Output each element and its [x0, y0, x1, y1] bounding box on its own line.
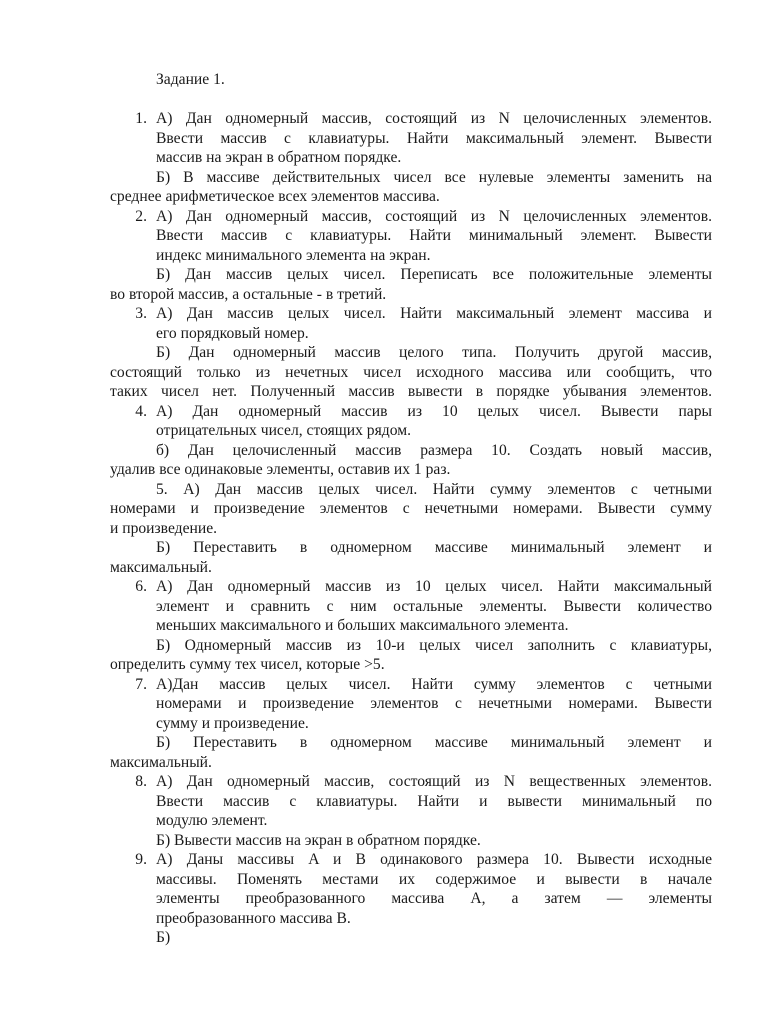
list-item-text: преобразованного массива В. — [156, 909, 351, 927]
text-line — [110, 246, 712, 266]
list-item-text: Б) Переставить в одномерном массиве минимальный элемент и — [156, 734, 712, 751]
list-item-text: Б) Дан массив целых чисел. Переписать все положительные элементы — [156, 266, 712, 283]
list-item-text: элементы преобразованного массива А, а затем — элементы — [156, 890, 712, 907]
text-line — [110, 148, 712, 168]
text-line — [110, 733, 712, 753]
text-line — [110, 577, 712, 597]
list-item-text: Б) Вывести массив на экран в обратном порядке. — [156, 831, 481, 849]
text-line — [110, 870, 712, 890]
text-line — [110, 597, 712, 617]
list-item-text: Б) Дан одномерный массив целого типа. Получить другой массив, — [156, 344, 712, 361]
list-item-text: А) Дан одномерный массив из 10 целых чисел. Вывести пары — [156, 402, 712, 420]
text-line — [110, 265, 712, 285]
list-item-number: 8. — [135, 773, 147, 790]
list-item-text: его порядковый номер. — [156, 324, 309, 342]
list-item-number: 9. — [135, 851, 147, 868]
list-item-text: состоящий только из нечетных чисел исходного массива или сообщить, что — [110, 363, 712, 381]
list-item-text: сумму и произведение. — [156, 714, 309, 732]
list-item-text: А) Дан одномерный массив, состоящий из N целочисленных элементов. — [156, 207, 712, 225]
text-line — [110, 168, 712, 188]
list-item-text: массив на экран в обратном порядке. — [156, 149, 402, 166]
text-line — [110, 285, 712, 305]
list-item-text: А) Даны массивы A и B одинакового размера 10. Вывести исходные — [156, 851, 712, 868]
list-item-text: массивы. Поменять местами их содержимое и вывести в начале — [156, 870, 712, 888]
list-item-text: Ввести массив с клавиатуры. Найти минимальный элемент. Вывести — [156, 227, 712, 244]
list-item-text: меньших максимального и больших максимального элемента. — [156, 617, 569, 634]
list-item-text: максимальный. — [110, 753, 212, 771]
list-item-text: удалив все одинаковые элементы, оставив их 1 раз. — [110, 461, 451, 478]
list-item-text: Б) Одномерный массив из 10-и целых чисел заполнить с клавиатуры, — [156, 636, 712, 654]
list-item-text: номерами и произведение элементов с нечетными номерами. Вывести сумму — [110, 500, 712, 517]
list-item-text: А)Дан массив целых чисел. Найти сумму элементов с четными — [156, 675, 712, 693]
text-line — [110, 850, 712, 870]
list-item-number: 6. — [135, 578, 147, 595]
list-item-text: таких чисел нет. Полученный массив вывести в порядке убывания элементов. — [110, 383, 712, 400]
text-line — [110, 304, 712, 324]
text-line — [110, 636, 712, 656]
list-item-text: среднее арифметическое всех элементов массива. — [110, 188, 440, 205]
text-line — [110, 675, 712, 695]
text-line — [110, 655, 712, 675]
list-item-text: Б) — [156, 929, 171, 946]
list-item-number: 4. — [135, 402, 147, 420]
text-line — [110, 207, 712, 227]
list-item-text: определить сумму тех чисел, которые >5. — [110, 656, 385, 673]
text-line — [110, 753, 712, 773]
text-line — [110, 616, 712, 636]
text-line — [110, 811, 712, 831]
text-line — [110, 772, 712, 792]
text-line — [110, 441, 712, 461]
text-line — [110, 343, 712, 363]
list-item-text: максимальный. — [110, 558, 212, 576]
list-item-text: элемент и сравнить с ним остальные элементы. Вывести количество — [156, 597, 712, 615]
list-item-text: А) Дан массив целых чисел. Найти максимальный элемент массива и — [156, 305, 712, 322]
text-line — [110, 928, 712, 948]
text-line — [110, 460, 712, 480]
text-line — [110, 889, 712, 909]
text-line — [110, 519, 712, 539]
text-line — [110, 129, 712, 149]
text-line — [110, 402, 712, 422]
text-line — [110, 831, 712, 851]
list-item-text: и произведение. — [110, 519, 218, 537]
page-title: Задание 1. — [156, 71, 225, 88]
text-line — [110, 558, 712, 578]
list-item-text: б) Дан целочисленный массив размера 10. Создать новый массив, — [156, 441, 712, 459]
text-line — [110, 382, 712, 402]
list-item-text: во второй массив, а остальные - в третий. — [110, 285, 387, 303]
text-line — [110, 694, 712, 714]
list-item-text: отрицательных чисел, стоящих рядом. — [156, 422, 411, 439]
list-item-text: Б) В массиве действительных чисел все нулевые элементы заменить на — [156, 168, 712, 186]
list-item-text: индекс минимального элемента на экран. — [156, 246, 431, 264]
list-item-number: 7. — [135, 675, 147, 693]
text-line — [110, 363, 712, 383]
list-item-text: 5. А) Дан массив целых чисел. Найти сумму элементов с четными — [156, 480, 712, 498]
list-item-text: А) Дан одномерный массив, состоящий из N вещественных элементов. — [156, 773, 712, 790]
text-line — [110, 538, 712, 558]
text-line — [110, 324, 712, 344]
list-item-text: А) Дан одномерный массив из 10 целых чисел. Найти максимальный — [156, 578, 712, 595]
text-line — [110, 714, 712, 734]
text-line — [110, 109, 712, 129]
list-item-text: Б) Переставить в одномерном массиве минимальный элемент и — [156, 539, 712, 556]
task-list — [110, 109, 712, 948]
text-line — [110, 226, 712, 246]
list-item-number: 1. — [135, 110, 147, 127]
list-item-text: А) Дан одномерный массив, состоящий из N целочисленных элементов. — [156, 110, 712, 127]
text-line — [110, 499, 712, 519]
text-line — [110, 480, 712, 500]
list-item-text: Ввести массив с клавиатуры. Найти и вывести минимальный по — [156, 792, 712, 810]
list-item-text: Ввести массив с клавиатуры. Найти максимальный элемент. Вывести — [156, 129, 712, 147]
text-line — [110, 421, 712, 441]
list-item-text: номерами и произведение элементов с нечетными номерами. Вывести — [156, 695, 712, 712]
list-item-number: 3. — [135, 305, 147, 322]
text-line — [110, 187, 712, 207]
list-item-number: 2. — [135, 207, 147, 225]
list-item-text: модулю элемент. — [156, 812, 268, 829]
text-line — [110, 792, 712, 812]
text-line — [110, 909, 712, 929]
